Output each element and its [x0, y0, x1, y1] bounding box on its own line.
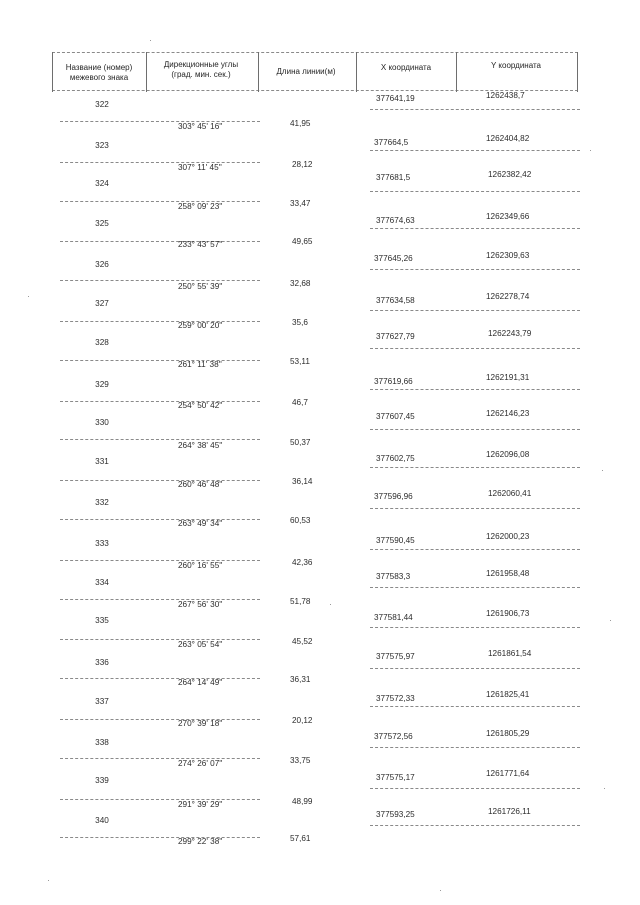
line-length: 49,65: [292, 237, 313, 247]
row-divider: [370, 587, 580, 588]
row-divider: [60, 837, 260, 838]
column-divider: [146, 52, 147, 92]
scan-speck: [604, 788, 605, 789]
row-divider: [370, 788, 580, 789]
x-coordinate: 377583,3: [376, 571, 411, 581]
line-length: 35,6: [292, 317, 308, 327]
row-divider: [60, 121, 260, 122]
line-length: 48,99: [292, 796, 313, 806]
header-line: Дирекционные углы: [163, 60, 239, 69]
row-divider: [370, 508, 580, 509]
line-length: 33,47: [290, 198, 311, 208]
direction-angle: 299° 22' 38'': [178, 837, 223, 847]
direction-angle: 264° 14' 49'': [178, 678, 223, 688]
row-divider: [60, 241, 260, 242]
direction-angle: 270° 39' 18'': [178, 718, 223, 728]
x-coordinate: 377681,5: [376, 172, 411, 182]
x-coordinate: 377596,96: [374, 492, 413, 501]
header-line: Y координата: [490, 61, 542, 70]
row-divider: [52, 52, 578, 53]
x-coordinate: 377593,25: [376, 810, 415, 820]
direction-angle: 261° 11' 38'': [178, 359, 222, 369]
scan-speck: [602, 470, 603, 471]
direction-angle: 264° 38' 45'': [178, 441, 223, 451]
scan-speck: [440, 890, 441, 891]
x-coordinate: 377645,26: [374, 254, 413, 264]
row-divider: [370, 269, 580, 270]
direction-angle: 260° 46' 48'': [178, 480, 223, 490]
line-length: 46,7: [292, 397, 308, 407]
x-coordinate: 377581,44: [374, 613, 413, 623]
point-name: 340: [95, 816, 109, 826]
row-divider: [370, 389, 580, 390]
x-coordinate: 377607,45: [376, 412, 415, 422]
line-length: 42,36: [292, 557, 313, 567]
direction-angle: 267° 56' 30'': [178, 599, 223, 609]
line-length: 45,52: [292, 637, 313, 647]
point-name: 330: [95, 418, 109, 428]
point-name: 332: [95, 498, 109, 507]
column-divider: [577, 52, 578, 92]
y-coordinate: 1261771,64: [486, 768, 530, 778]
scan-speck: [590, 150, 591, 151]
header-line: межевого знака: [69, 72, 129, 82]
row-divider: [370, 310, 580, 311]
line-length: 53,11: [290, 356, 310, 366]
row-divider: [370, 150, 580, 151]
row-divider: [370, 109, 580, 110]
y-coordinate: 1261958,48: [486, 568, 530, 578]
x-coordinate: 377572,56: [374, 731, 413, 741]
scan-speck: [610, 620, 611, 621]
x-coordinate: 377575,97: [376, 652, 415, 662]
row-divider: [60, 519, 260, 520]
point-name: 322: [95, 100, 109, 109]
point-name: 326: [95, 260, 109, 270]
row-divider: [370, 429, 580, 430]
y-coordinate: 1261825,41: [486, 690, 530, 699]
row-divider: [370, 627, 580, 628]
x-coordinate: 377627,79: [376, 331, 415, 341]
point-name: 333: [95, 538, 109, 548]
y-coordinate: 1262060,41: [488, 489, 532, 498]
direction-angle: 250° 55' 39'': [178, 282, 223, 292]
direction-angle: 303° 45' 16'': [178, 121, 223, 131]
x-coordinate: 377619,66: [374, 376, 413, 386]
scan-speck: [330, 604, 331, 605]
header-point-name: [54, 63, 144, 82]
y-coordinate: 1261726,11: [488, 807, 531, 817]
row-divider: [370, 467, 580, 468]
column-divider: [258, 52, 259, 92]
y-coordinate: 1262309,63: [486, 251, 530, 261]
y-coordinate: 1261861,54: [488, 649, 532, 659]
point-name: 323: [95, 140, 109, 150]
scan-speck: [48, 880, 49, 881]
header-line: Длина линии(м): [276, 67, 336, 76]
header-x-coordinate: [356, 63, 456, 73]
line-length: 50,37: [290, 438, 311, 448]
direction-angle: 291° 39' 29'': [178, 799, 223, 809]
x-coordinate: 377590,45: [376, 535, 415, 545]
point-name: 331: [95, 457, 109, 467]
header-line: Название (номер): [65, 63, 133, 72]
line-length: 33,75: [290, 755, 311, 765]
line-length: 32,68: [290, 279, 311, 289]
x-coordinate: 377674,63: [376, 216, 415, 226]
row-divider: [60, 439, 260, 440]
y-coordinate: 1262146,23: [486, 409, 530, 419]
header-line: X координата: [380, 63, 432, 72]
row-divider: [370, 825, 580, 826]
row-divider: [60, 719, 260, 720]
x-coordinate: 377664,5: [374, 137, 409, 147]
point-name: 328: [95, 337, 109, 347]
y-coordinate: 1262349,66: [486, 212, 530, 222]
row-divider: [60, 639, 260, 640]
row-divider: [60, 162, 260, 163]
y-coordinate: 1262243,79: [488, 328, 532, 338]
row-divider: [60, 560, 260, 561]
point-name: 324: [95, 178, 109, 188]
point-name: 329: [95, 379, 109, 389]
row-divider: [60, 480, 260, 481]
point-name: 325: [95, 219, 109, 229]
line-length: 57,61: [290, 834, 311, 844]
row-divider: [60, 201, 260, 202]
line-length: 28,12: [292, 159, 313, 169]
direction-angle: 254° 50' 42'': [178, 400, 223, 410]
y-coordinate: 1262404,82: [486, 133, 530, 143]
direction-angle: 259° 00' 20'': [178, 320, 223, 330]
row-divider: [60, 321, 260, 322]
row-divider: [60, 678, 260, 679]
row-divider: [60, 599, 260, 600]
row-divider: [60, 758, 260, 759]
direction-angle: 274° 26' 07'': [178, 758, 223, 768]
y-coordinate: 1262278,74: [486, 292, 530, 301]
column-divider: [52, 52, 53, 92]
direction-angle: 263° 49' 34'': [178, 518, 223, 528]
point-name: 327: [95, 299, 109, 308]
line-length: 36,31: [290, 675, 311, 685]
scan-speck: [28, 296, 29, 297]
line-length: 36,14: [292, 477, 313, 487]
line-length: 60,53: [290, 515, 311, 525]
point-name: 334: [95, 577, 109, 587]
x-coordinate: 377602,75: [376, 454, 415, 464]
row-divider: [370, 191, 580, 192]
point-name: 339: [95, 775, 109, 785]
y-coordinate: 1262382,42: [488, 169, 532, 179]
y-coordinate: 1262191,31: [486, 372, 530, 382]
row-divider: [370, 668, 580, 669]
row-divider: [370, 348, 580, 349]
line-length: 51,78: [290, 596, 311, 606]
row-divider: [370, 549, 580, 550]
y-coordinate: 1262096,08: [486, 450, 530, 460]
y-coordinate: 1262000,23: [486, 531, 530, 541]
line-length: 41,95: [290, 118, 311, 128]
column-divider: [456, 52, 457, 92]
direction-angle: 263° 05' 54'': [178, 640, 223, 650]
row-divider: [370, 706, 580, 707]
point-name: 336: [95, 658, 109, 668]
header-direction-angle: [146, 60, 256, 79]
header-line: (град. мин. сек.): [171, 69, 231, 79]
y-coordinate: 1261805,29: [486, 728, 530, 738]
x-coordinate: 377572,33: [376, 694, 415, 703]
direction-angle: 258° 09' 23'': [178, 201, 223, 211]
x-coordinate: 377641,19: [376, 94, 415, 103]
row-divider: [60, 401, 260, 402]
y-coordinate: 1262438,7: [486, 91, 525, 100]
direction-angle: 233° 43' 57'': [178, 240, 223, 250]
row-divider: [60, 799, 260, 800]
direction-angle: 260° 16' 55'': [178, 560, 223, 570]
direction-angle: 307° 11' 45'': [178, 162, 222, 172]
row-divider: [60, 280, 260, 281]
point-name: 337: [95, 697, 109, 706]
column-divider: [356, 52, 357, 92]
x-coordinate: 377575,17: [376, 772, 415, 782]
x-coordinate: 377634,58: [376, 296, 415, 305]
point-name: 335: [95, 616, 109, 626]
row-divider: [60, 360, 260, 361]
header-line-length: [258, 67, 354, 77]
point-name: 338: [95, 737, 109, 747]
row-divider: [370, 228, 580, 229]
y-coordinate: 1261906,73: [486, 609, 530, 619]
row-divider: [370, 747, 580, 748]
scan-speck: [150, 40, 151, 41]
header-y-coordinate: [456, 61, 576, 71]
line-length: 20,12: [292, 715, 313, 725]
